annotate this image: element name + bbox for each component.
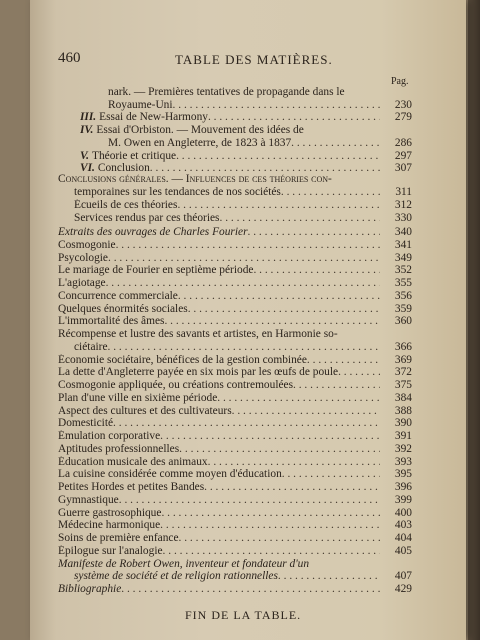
toc-entry-title: Conclusions générales. — Influences de ces théories con- [58, 173, 332, 185]
toc-page-number: 366 [394, 341, 412, 353]
roman-numeral: VI. [80, 162, 95, 174]
toc-page-number: 312 [394, 199, 412, 211]
dot-leader [217, 392, 380, 405]
toc-entry [58, 417, 380, 430]
toc-page-number: 384 [394, 392, 412, 404]
toc-entry [58, 366, 380, 379]
toc-entry-title: nark. — Premières tentatives de propagande dans le [108, 86, 345, 98]
toc-page-number: 355 [394, 277, 412, 289]
toc-entry [58, 277, 380, 290]
toc-entry-title: Aptitudes professionnelles [58, 443, 180, 455]
toc-entry [58, 328, 392, 341]
toc-page-number: 429 [394, 583, 412, 595]
toc-entry-title: Éducation musicale des animaux [58, 456, 208, 468]
dot-leader [278, 570, 380, 583]
toc-entry [58, 481, 380, 494]
toc-entry-title: Soins de première enfance [58, 532, 179, 544]
book-spine-shadow [468, 0, 480, 640]
dot-leader [281, 186, 380, 199]
toc-page-number: 360 [394, 315, 412, 327]
running-head: TABLE DES MATIÈRES. [175, 52, 333, 67]
toc-entry [74, 186, 380, 199]
toc-page-number: 393 [394, 456, 412, 468]
toc-entry-title: Le mariage de Fourier en septième période [58, 264, 254, 276]
toc-entry-title: Royaume-Uni [108, 99, 173, 111]
toc-entry [58, 443, 380, 456]
toc-page-number: 352 [394, 264, 412, 276]
toc-entry-title: Médecine harmonique [58, 519, 161, 531]
toc-page-number: 392 [394, 443, 412, 455]
dot-leader [220, 212, 381, 225]
toc-page-number: 405 [394, 545, 412, 557]
toc-entry [58, 494, 380, 507]
toc-page-number: 404 [394, 532, 412, 544]
dot-leader [160, 519, 380, 532]
toc-entry-title: Essai d'Orbiston. — Mouvement des idées de [96, 124, 304, 136]
toc-page-number: 369 [394, 354, 412, 366]
toc-entry-title: Guerre gastrosophique [58, 507, 162, 519]
dot-leader [248, 226, 380, 239]
toc-entry [80, 124, 392, 137]
dot-leader [163, 545, 380, 558]
toc-page-number: 391 [394, 430, 412, 442]
toc-entry-title: Récompense et lustre des savants et artistes, en Harmonie so- [58, 328, 338, 340]
toc-page-number: 349 [394, 252, 412, 264]
page-number: 460 [58, 50, 81, 66]
toc-entry [58, 173, 392, 186]
toc-page-number: 286 [394, 137, 412, 149]
dot-leader [177, 199, 380, 212]
toc-page-number: 390 [394, 417, 412, 429]
toc-entry [108, 137, 380, 150]
dot-leader [119, 494, 380, 507]
toc-entry-title: Cosmogonie appliquée, ou créations contremoulées [58, 379, 294, 391]
toc-entry [74, 341, 380, 354]
toc-page-number: 330 [394, 212, 412, 224]
toc-entry [58, 226, 380, 239]
roman-numeral: V. [80, 150, 89, 162]
toc-entry [74, 212, 380, 225]
toc-page-number: 407 [394, 570, 412, 582]
toc-entry-title: Conclusion [97, 162, 150, 174]
toc-page-number: 307 [394, 162, 412, 174]
toc-page-number: 375 [394, 379, 412, 391]
toc-entry [58, 430, 380, 443]
toc-entry-title: Écueils de ces théories [74, 199, 178, 211]
toc-entry [74, 199, 380, 212]
toc-entry [58, 264, 380, 277]
toc-entry-title: Extraits des ouvrages de Charles Fourier [58, 226, 248, 238]
toc-entry-title: L'immortalité des âmes [58, 315, 165, 327]
toc-entry-title: Manifeste de Robert Owen, inventeur et fondateur d'un [58, 558, 310, 570]
toc-entry-title: Économie sociétaire, bénéfices de la gestion combinée [58, 354, 307, 366]
roman-numeral: III. [80, 111, 97, 123]
page-column-label: Pag. [391, 76, 409, 87]
toc-page-number: 311 [395, 186, 412, 198]
toc-entry-title: La cuisine considérée comme moyen d'éducation [58, 468, 282, 480]
toc-page-number: 359 [394, 303, 412, 315]
dot-leader [253, 264, 380, 277]
toc-entry [58, 392, 380, 405]
dot-leader [338, 366, 380, 379]
toc-entry [74, 570, 380, 583]
toc-entry-title: Aspect des cultures et des cultivateurs [58, 405, 232, 417]
dot-leader [121, 583, 380, 596]
toc-page-number: 230 [394, 99, 412, 111]
toc-entry-title: Services rendus par ces théories [74, 212, 220, 224]
toc-page-number: 403 [394, 519, 412, 531]
dot-leader [178, 290, 380, 303]
toc-entry-title: Gymnastique [58, 494, 119, 506]
toc-page-number: 400 [394, 507, 412, 519]
toc-page-number: 341 [394, 239, 412, 251]
toc-entry-title: Épilogue sur l'analogie [58, 545, 163, 557]
toc-entry-title: L'agiotage [58, 277, 106, 289]
toc-page-number: 340 [394, 226, 412, 238]
toc-entry-title: Psycologie [58, 252, 108, 264]
dot-leader [113, 417, 380, 430]
dot-leader [179, 532, 381, 545]
roman-numeral: IV. [80, 124, 94, 136]
dot-leader [282, 468, 380, 481]
toc-entry [58, 532, 380, 545]
toc-page-number: 395 [394, 468, 412, 480]
toc-entry-title: Domesticité [58, 417, 114, 429]
toc-page-number: 372 [394, 366, 412, 378]
toc-entry [80, 111, 380, 124]
toc-entry-title: système de société et de religion rationnelles [74, 570, 278, 582]
dot-leader [108, 341, 380, 354]
toc-entry-title: M. Owen en Angleterre, de 1823 à 1837 [108, 137, 292, 149]
toc-entry-title: Émulation corporative [58, 430, 161, 442]
toc-page-number: 388 [394, 405, 412, 417]
toc-page-number: 399 [394, 494, 412, 506]
toc-entry [58, 290, 380, 303]
toc-entry-title: Plan d'une ville en sixième période [58, 392, 218, 404]
toc-page-number: 279 [394, 111, 412, 123]
toc-entry-title: Petites Hordes et petites Bandes [58, 481, 205, 493]
toc-entry [58, 315, 380, 328]
toc-entry [58, 583, 380, 596]
toc-entry-title: Essai de New-Harmony [99, 111, 208, 123]
dot-leader [106, 277, 380, 290]
toc-entry [58, 379, 380, 392]
dot-leader [208, 111, 380, 124]
toc-entry [58, 239, 380, 252]
toc-entry-title: Cosmogonie [58, 239, 116, 251]
dot-leader [293, 379, 380, 392]
toc-page-number: 396 [394, 481, 412, 493]
end-of-table: FIN DE LA TABLE. [185, 608, 302, 622]
toc-entry-title: ciétaire [74, 341, 108, 353]
toc-entry [58, 545, 380, 558]
dot-leader [179, 443, 380, 456]
toc-entry-title: temporaines sur les tendances de nos sociétés [74, 186, 281, 198]
toc-entry [58, 468, 380, 481]
toc-entry [108, 86, 392, 99]
dot-leader [204, 481, 380, 494]
toc-entry-title: La dette d'Angleterre payée en six mois par les œufs de poule [58, 366, 339, 378]
toc-entry-title: Quelques énormités sociales [58, 303, 188, 315]
toc-entry [58, 519, 380, 532]
dot-leader [291, 137, 380, 150]
toc-entry-title: Concurrence commerciale [58, 290, 178, 302]
dot-leader [160, 430, 380, 443]
toc-entry-title: Bibliographie [58, 583, 122, 595]
toc-entry-title: Théorie et critique [91, 150, 177, 162]
toc-page-number: 356 [394, 290, 412, 302]
dot-leader [164, 315, 380, 328]
dot-leader [116, 239, 380, 252]
toc-page-number: 297 [394, 150, 412, 162]
